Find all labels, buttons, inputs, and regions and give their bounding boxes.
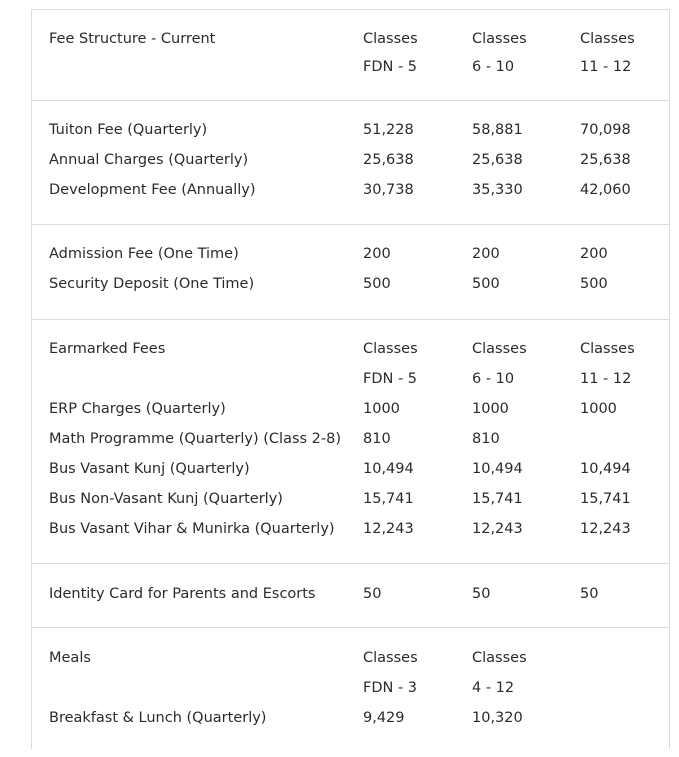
- row-label: ERP Charges (Quarterly): [49, 401, 226, 417]
- col-header-11-12: Classes: [580, 341, 635, 357]
- table-section-admission: [32, 224, 669, 320]
- table-section-tuition: [32, 100, 669, 225]
- col-header-11-12: Classes: [580, 31, 635, 47]
- row-value: 50: [363, 586, 382, 602]
- row-label: Annual Charges (Quarterly): [49, 152, 249, 168]
- row-value: 58,881: [472, 122, 523, 138]
- row-value: 15,741: [472, 491, 523, 507]
- col-header-fdn-3-range: FDN - 3: [363, 680, 418, 696]
- row-value: 30,738: [363, 182, 414, 198]
- row-value: 9,429: [363, 710, 405, 726]
- row-value: 15,741: [580, 491, 631, 507]
- row-value: 200: [363, 246, 391, 262]
- table-section-meals: [32, 627, 669, 757]
- col-header-fdn-5-range: FDN - 5: [363, 59, 418, 75]
- row-value: 810: [363, 431, 391, 447]
- row-value: 200: [472, 246, 500, 262]
- row-value: 10,494: [580, 461, 631, 477]
- row-label: Math Programme (Quarterly) (Class 2-8): [49, 431, 342, 447]
- table-section-header: [32, 10, 669, 101]
- row-label: Breakfast & Lunch (Quarterly): [49, 710, 267, 726]
- col-header-6-10: Classes: [472, 341, 527, 357]
- table-title: Fee Structure - Current: [49, 31, 216, 47]
- row-value: 51,228: [363, 122, 414, 138]
- row-label: Admission Fee (One Time): [49, 246, 239, 262]
- row-value: 42,060: [580, 182, 631, 198]
- row-label: Bus Non-Vasant Kunj (Quarterly): [49, 491, 283, 507]
- table-section-identity-card: [32, 563, 669, 628]
- row-value: 25,638: [580, 152, 631, 168]
- row-label: Bus Vasant Kunj (Quarterly): [49, 461, 250, 477]
- row-label: Security Deposit (One Time): [49, 276, 255, 292]
- row-value: 200: [580, 246, 608, 262]
- row-value: 25,638: [363, 152, 414, 168]
- row-value: 12,243: [580, 521, 631, 537]
- row-value: 1000: [363, 401, 400, 417]
- table-section-earmarked: [32, 319, 669, 564]
- row-value: 35,330: [472, 182, 523, 198]
- section-heading: Earmarked Fees: [49, 341, 166, 357]
- row-value: 10,494: [363, 461, 414, 477]
- row-value: 10,320: [472, 710, 523, 726]
- row-label: Identity Card for Parents and Escorts: [49, 586, 316, 602]
- row-value: 500: [472, 276, 500, 292]
- row-label: Bus Vasant Vihar & Munirka (Quarterly): [49, 521, 335, 537]
- section-heading: Meals: [49, 650, 91, 666]
- row-value: 1000: [580, 401, 617, 417]
- col-header-11-12-range: 11 - 12: [580, 371, 632, 387]
- row-value: 500: [580, 276, 608, 292]
- col-header-fdn-3: Classes: [363, 650, 418, 666]
- row-value: 25,638: [472, 152, 523, 168]
- row-value: 1000: [472, 401, 509, 417]
- fee-structure-table: [31, 9, 670, 749]
- col-header-fdn-5: Classes: [363, 341, 418, 357]
- row-label: Tuiton Fee (Quarterly): [49, 122, 208, 138]
- col-header-fdn-5-range: FDN - 5: [363, 371, 418, 387]
- col-header-6-10-range: 6 - 10: [472, 59, 515, 75]
- col-header-4-12: Classes: [472, 650, 527, 666]
- col-header-fdn-5: Classes: [363, 31, 418, 47]
- row-value: 12,243: [363, 521, 414, 537]
- row-value: 50: [472, 586, 491, 602]
- row-value: 10,494: [472, 461, 523, 477]
- col-header-4-12-range: 4 - 12: [472, 680, 515, 696]
- row-value: 12,243: [472, 521, 523, 537]
- row-value: 50: [580, 586, 599, 602]
- row-value: 15,741: [363, 491, 414, 507]
- row-value: 70,098: [580, 122, 631, 138]
- row-label: Development Fee (Annually): [49, 182, 256, 198]
- row-value: 810: [472, 431, 500, 447]
- col-header-11-12-range: 11 - 12: [580, 59, 632, 75]
- col-header-6-10-range: 6 - 10: [472, 371, 515, 387]
- row-value: 500: [363, 276, 391, 292]
- col-header-6-10: Classes: [472, 31, 527, 47]
